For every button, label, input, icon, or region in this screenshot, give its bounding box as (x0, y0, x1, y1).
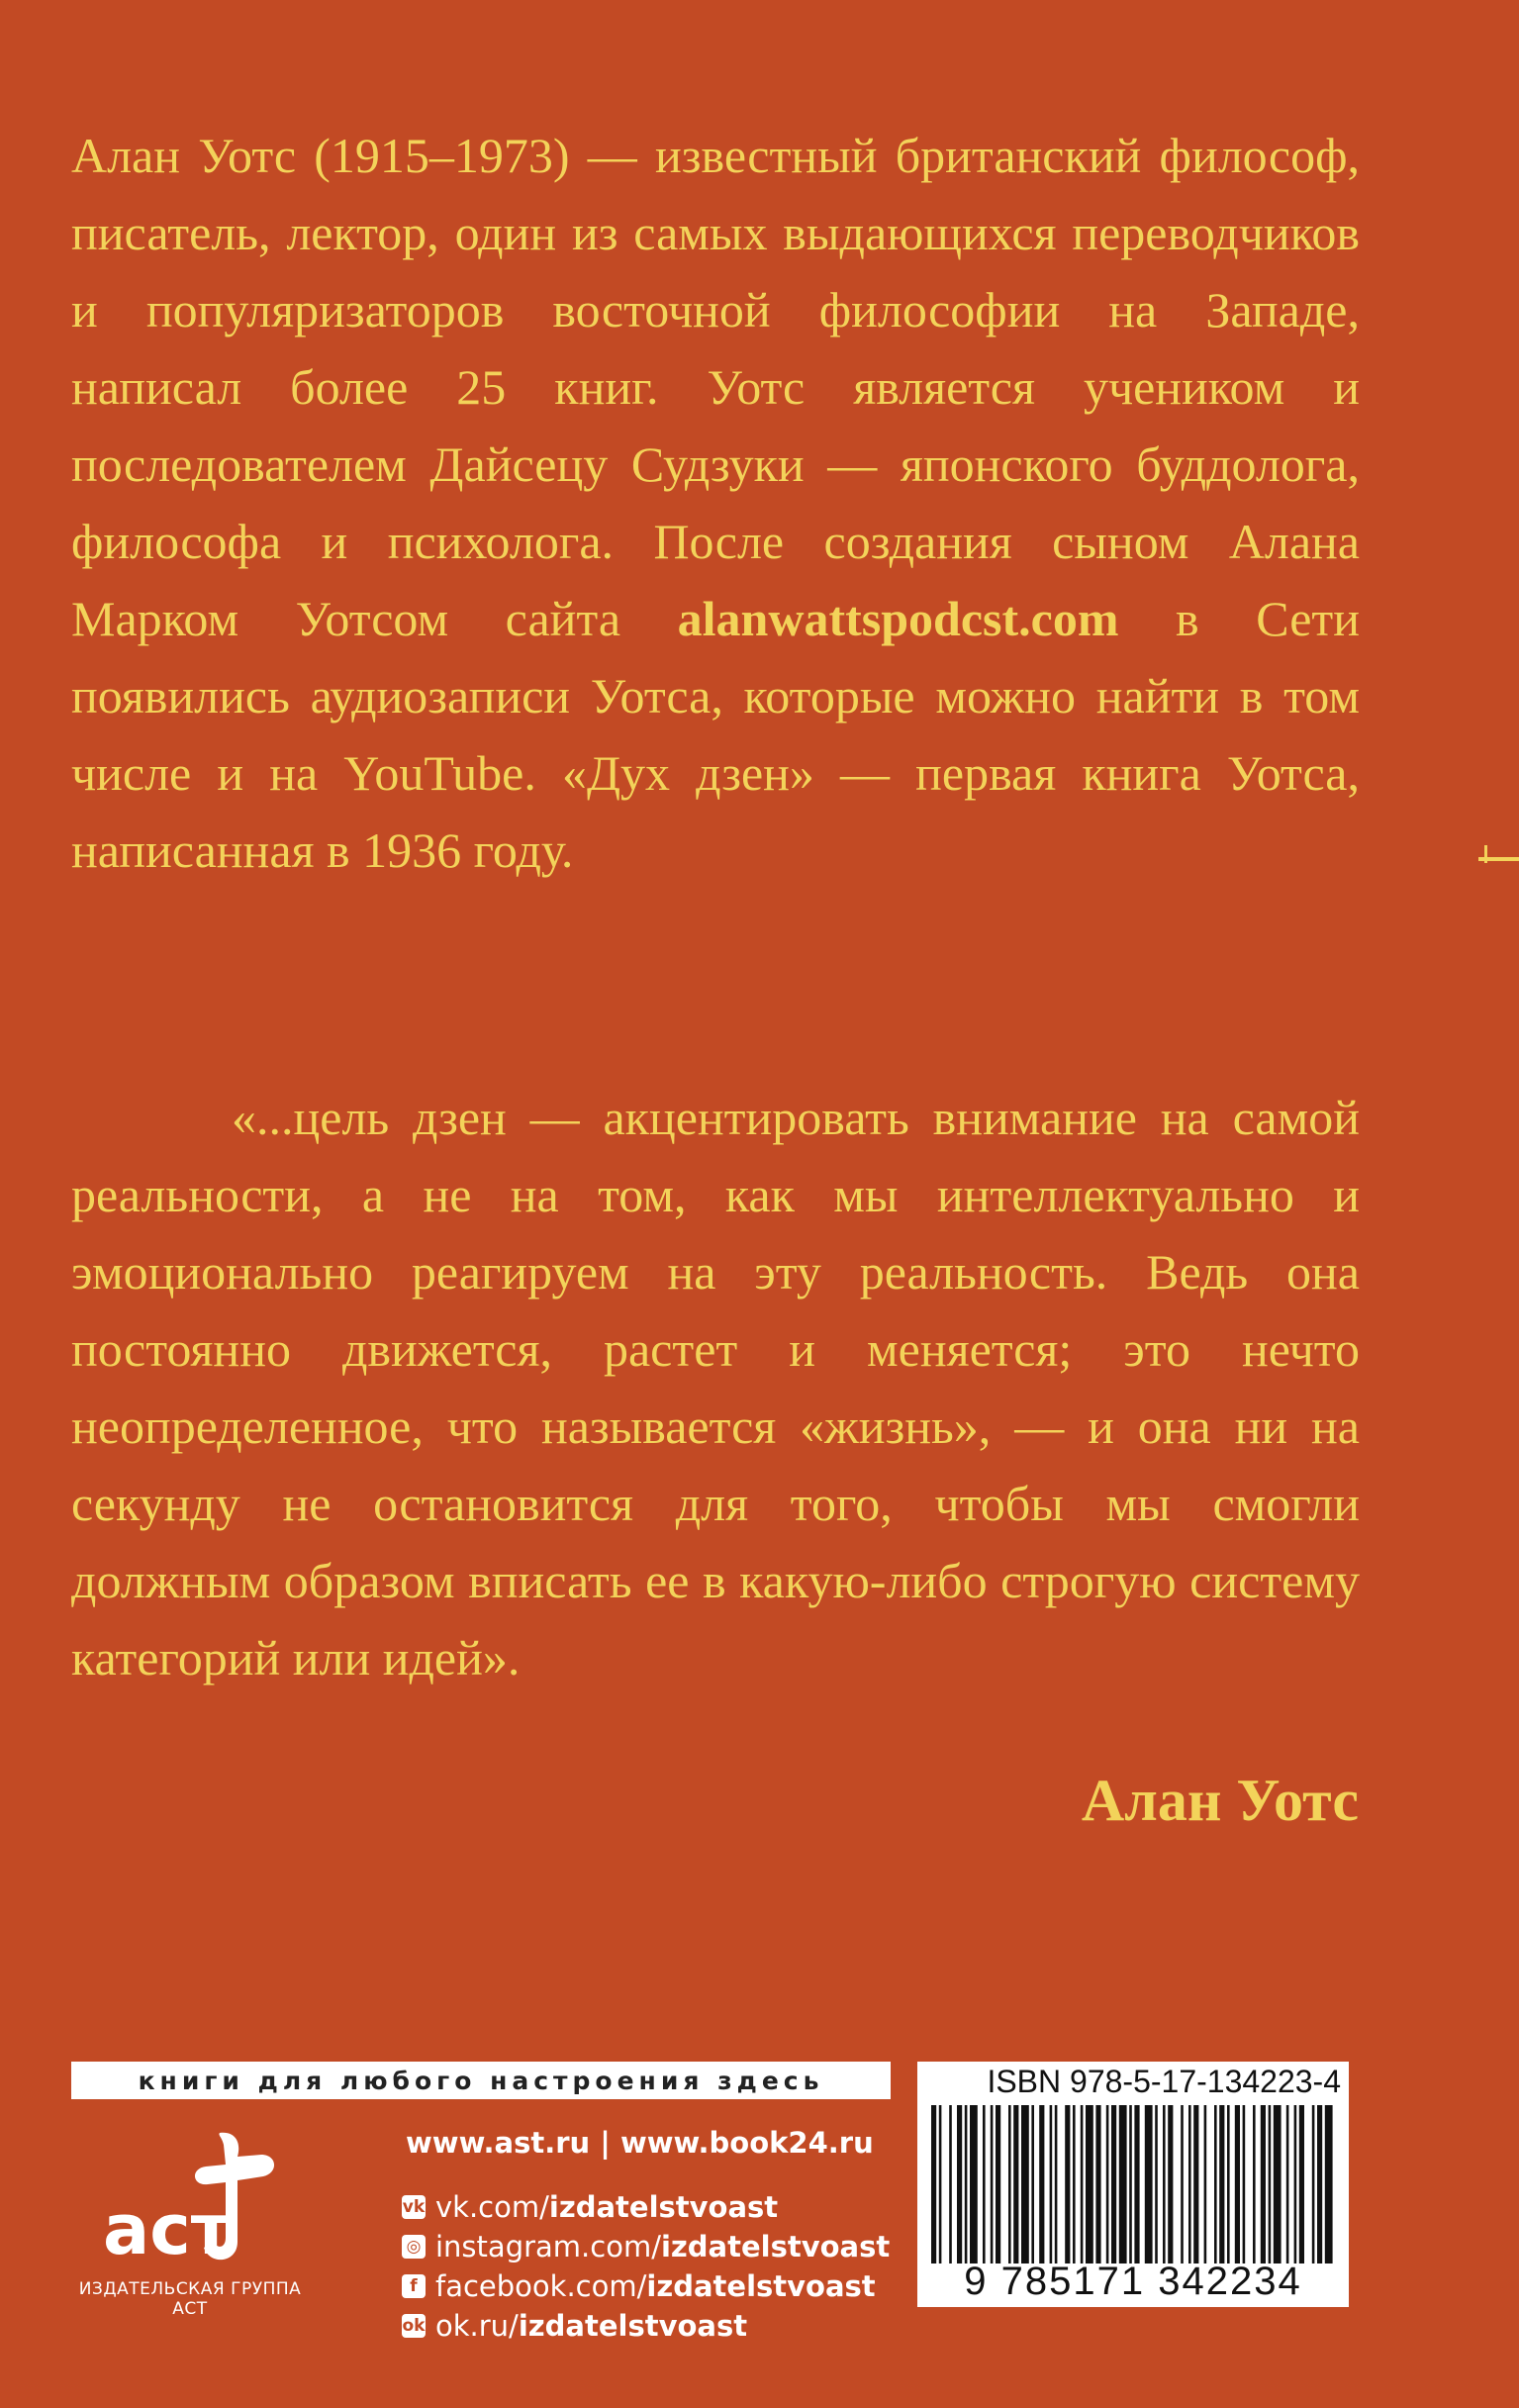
instagram-icon: ◎ (402, 2235, 426, 2259)
social-link-ok[interactable] (402, 2306, 890, 2346)
barcode-bar (1095, 2105, 1100, 2264)
barcode-bar (983, 2105, 986, 2264)
barcode-panel (917, 2062, 1349, 2307)
facebook-icon: f (402, 2274, 426, 2298)
social-handle: izdatelstvoast (660, 2230, 891, 2264)
barcode-bar (1181, 2105, 1184, 2264)
bio-text-end: в Сети появились аудиозаписи Уотса, которые можно найти в том числе и на YouTube. «Дух дзен» — первая книга Уотса, написанная в 1936 году. (71, 591, 1360, 878)
spine-tick (1484, 845, 1487, 863)
barcode-bar (1261, 2105, 1266, 2264)
barcode-bar (1317, 2105, 1322, 2264)
barcode-bar (1134, 2105, 1139, 2264)
social-prefix: facebook.com/ (435, 2269, 647, 2303)
barcode-bar (949, 2105, 952, 2264)
barcode-bar (1119, 2105, 1127, 2264)
social-link-facebook[interactable] (402, 2266, 890, 2306)
publisher-websites[interactable]: www.ast.ru | www.book24.ru (406, 2126, 874, 2160)
social-handle: izdatelstvoast (518, 2309, 748, 2343)
barcode-bar (1065, 2105, 1070, 2264)
social-links (402, 2187, 890, 2346)
isbn-number: ISBN 978-5-17-134223-4 (987, 2064, 1341, 2099)
barcode-bar (1145, 2105, 1153, 2264)
author-quote: «...цель дзен — акцентировать внимание на самой реальности, а не на том, как мы интеллектуально и эмоционально реагируем на эту реальность. Ведь она постоянно движется, растет и меняется; это нечто неопределенное, что называется «жизнь», — и она ни на секунду не остановится для того, чтобы мы смогли должным образом вписать ее в какую-либо строгую систему категорий или идей». (71, 1090, 1360, 1686)
barcode-bar (957, 2105, 962, 2264)
barcode-bar (970, 2105, 978, 2264)
vk-icon: vk (402, 2197, 426, 2217)
social-link-instagram[interactable] (402, 2227, 890, 2266)
author-bio (71, 117, 1360, 889)
barcode-bar (1050, 2105, 1053, 2264)
barcode-bar (1031, 2105, 1034, 2264)
barcode-bar (1039, 2105, 1044, 2264)
barcode-bar (1214, 2105, 1217, 2264)
barcode-bar (931, 2105, 936, 2264)
barcode-bar (1204, 2105, 1207, 2264)
barcode-bar (1219, 2105, 1224, 2264)
publisher-banner: книги для любого настроения здесь (71, 2062, 891, 2099)
barcode-bar (1111, 2105, 1116, 2264)
barcode-bar (1188, 2105, 1191, 2264)
ast-logo (93, 2125, 291, 2273)
barcode-bar (1073, 2105, 1076, 2264)
ast-logo-letters: аст (103, 2189, 232, 2270)
barcode-bar (1312, 2105, 1315, 2264)
social-prefix: instagram.com/ (435, 2230, 661, 2264)
barcode-bar (1299, 2105, 1304, 2264)
quote-signature: Алан Уотс (1081, 1768, 1359, 1833)
social-prefix: vk.com/ (435, 2190, 549, 2224)
barcode-bar (996, 2105, 1000, 2264)
barcode-bar (1253, 2105, 1256, 2264)
barcode-bar (1013, 2105, 1018, 2264)
ean-digits: 9 785171 342234 (964, 2260, 1302, 2303)
barcode-bar (1086, 2105, 1093, 2264)
ok-icon: ok (402, 2316, 426, 2336)
social-prefix: ok.ru/ (435, 2309, 519, 2343)
barcode-bar (965, 2105, 968, 2264)
social-handle: izdatelstvoast (646, 2269, 876, 2303)
barcode-bar (1163, 2105, 1166, 2264)
barcode-bar (1235, 2105, 1240, 2264)
barcode-bar (1129, 2105, 1132, 2264)
barcode-bar (1106, 2105, 1109, 2264)
barcode-bar (939, 2105, 942, 2264)
social-link-vk[interactable] (402, 2187, 890, 2227)
barcode-bar (1021, 2105, 1029, 2264)
barcode-bar (1227, 2105, 1230, 2264)
barcode-bar (1286, 2105, 1289, 2264)
barcode-bar (1008, 2105, 1011, 2264)
barcode-bar (1081, 2105, 1084, 2264)
barcode-bar (1269, 2105, 1272, 2264)
barcode-bar (1325, 2105, 1333, 2264)
barcode-bar (1243, 2105, 1246, 2264)
barcode-bar (1294, 2105, 1297, 2264)
barcode-bar (1168, 2105, 1173, 2264)
barcode (927, 2105, 1339, 2264)
barcode-bar (991, 2105, 994, 2264)
barcode-bar (1155, 2105, 1158, 2264)
podcast-site: alanwattspodcst.com (677, 591, 1119, 646)
barcode-bar (1193, 2105, 1198, 2264)
barcode-bar (1055, 2105, 1058, 2264)
barcode-bar (1274, 2105, 1282, 2264)
publisher-name: ИЗДАТЕЛЬСКАЯ ГРУППА АСТ (78, 2279, 302, 2319)
social-handle: izdatelstvoast (548, 2190, 779, 2224)
bio-text-start: Алан Уотс (1915–1973) — известный британский философ, писатель, лектор, один из самых выдающихся переводчиков и популяризаторов восточной философии на Западе, написал более 25 книг. Уотс является учеником и последователем Дайсецу Судзуки — японского буддолога, философа и психолога. После создания сыном Алана Марком Уотсом сайта (71, 128, 1360, 646)
